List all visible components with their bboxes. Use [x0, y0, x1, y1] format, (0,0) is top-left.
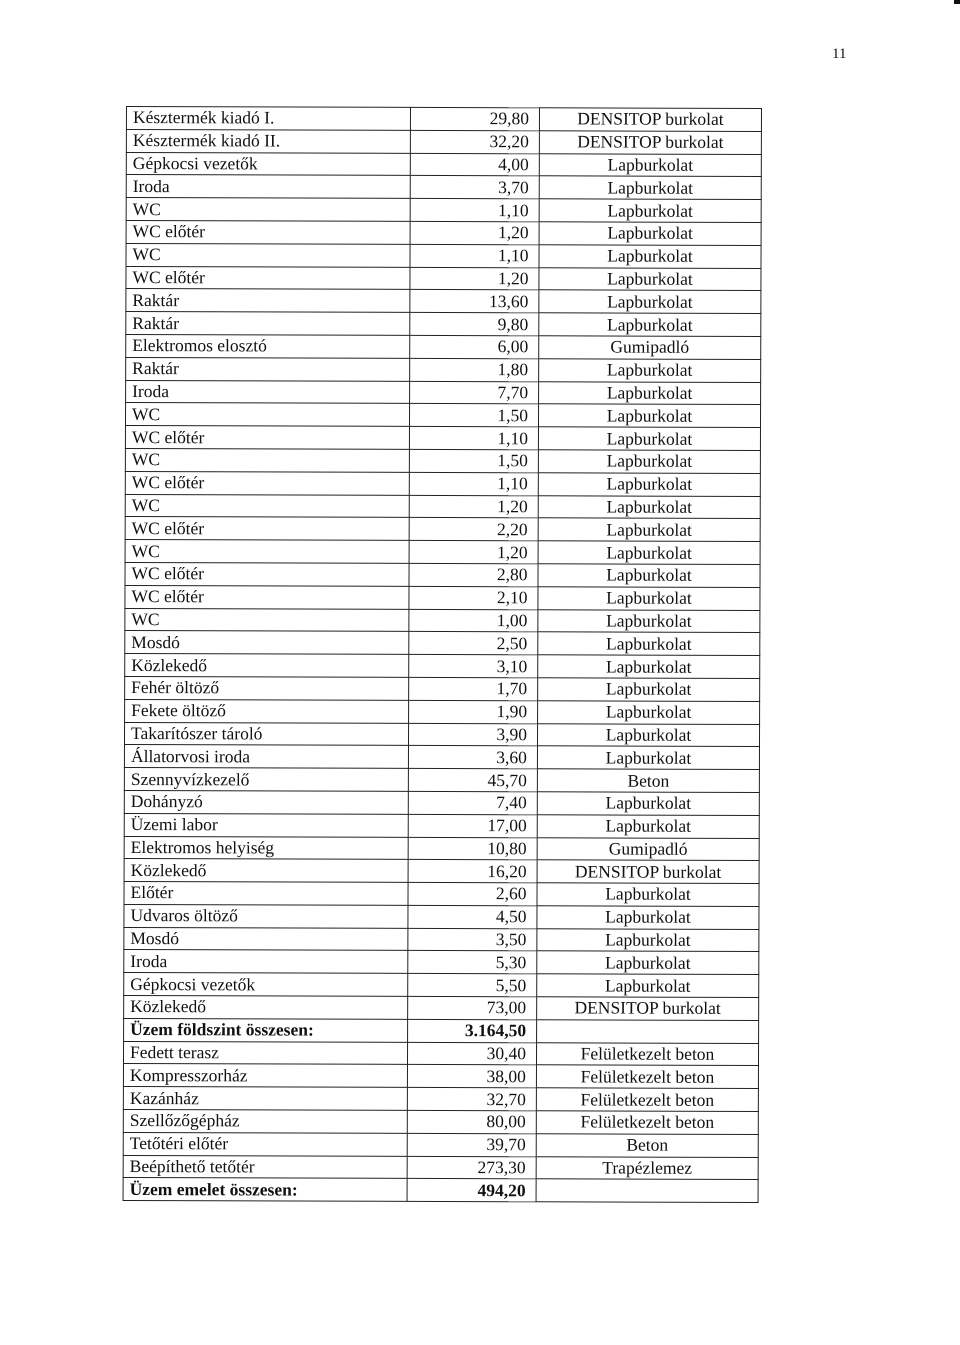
- area-cell: 16,20: [408, 860, 537, 883]
- area-cell: 6,00: [410, 335, 539, 358]
- table-row: [124, 813, 759, 838]
- table-row: [126, 289, 761, 314]
- floor-covering-cell: Felületkezelt beton: [536, 1042, 758, 1065]
- floor-covering-cell: Lapburkolat: [539, 245, 761, 268]
- room-name-cell: Késztermék kiadó I.: [126, 107, 410, 131]
- area-cell: 10,80: [408, 837, 537, 860]
- room-name-cell: Gépkocsi vezetők: [124, 973, 408, 997]
- table-row: [126, 357, 761, 382]
- area-cell: 1,10: [409, 472, 538, 495]
- area-cell: 39,70: [407, 1133, 536, 1156]
- room-name-cell: Elektromos helyiség: [124, 836, 408, 860]
- room-name-cell: Beépíthető tetőtér: [123, 1155, 407, 1179]
- floor-covering-cell: Lapburkolat: [539, 199, 761, 222]
- room-name-cell: Tetőtéri előtér: [123, 1132, 407, 1156]
- table-row: [123, 1064, 758, 1089]
- area-cell: 7,40: [408, 791, 537, 814]
- room-name-cell: WC előtér: [126, 220, 410, 244]
- floor-covering-cell: Lapburkolat: [537, 746, 759, 769]
- table-row: [124, 996, 759, 1021]
- area-cell: 494,20: [407, 1179, 536, 1202]
- table-row: [125, 494, 760, 519]
- room-name-cell: Kazánház: [123, 1087, 407, 1111]
- table-row: [123, 1110, 758, 1135]
- room-name-cell: WC: [125, 540, 409, 564]
- table-row: [123, 1155, 758, 1180]
- area-cell: 1,10: [410, 199, 539, 222]
- floor-covering-cell: Lapburkolat: [537, 814, 759, 837]
- area-cell: 32,70: [407, 1088, 536, 1111]
- room-name-cell: WC: [125, 448, 409, 472]
- area-cell: 2,20: [409, 518, 538, 541]
- area-cell: 30,40: [407, 1042, 536, 1065]
- room-name-cell: Dohányzó: [124, 790, 408, 814]
- table-row: [126, 334, 761, 359]
- room-name-cell: Üzemi labor: [124, 813, 408, 837]
- floor-covering-cell: Lapburkolat: [538, 678, 760, 701]
- area-cell: 1,20: [410, 221, 539, 244]
- room-name-cell: Állatorvosi iroda: [124, 745, 408, 769]
- floor-covering-cell: Trapézlemez: [536, 1156, 758, 1179]
- table-row: [124, 973, 759, 998]
- table-row: [125, 471, 760, 496]
- floor-covering-cell: Lapburkolat: [537, 951, 759, 974]
- table-row: [125, 608, 760, 633]
- floor-covering-cell: Lapburkolat: [538, 587, 760, 610]
- table-row: [124, 790, 759, 815]
- floor-covering-cell: Lapburkolat: [537, 928, 759, 951]
- room-name-cell: Üzem földszint összesen:: [124, 1018, 408, 1042]
- floor-covering-cell: Lapburkolat: [537, 906, 759, 929]
- room-name-cell: WC előtér: [125, 562, 409, 586]
- area-cell: 3,10: [409, 655, 538, 678]
- room-name-cell: Elektromos elosztó: [126, 334, 410, 358]
- area-cell: 1,70: [409, 677, 538, 700]
- area-cell: 1,50: [409, 449, 538, 472]
- floor-covering-cell: Lapburkolat: [538, 655, 760, 678]
- room-name-cell: WC: [125, 494, 409, 518]
- area-cell: 5,50: [408, 974, 537, 997]
- room-name-cell: WC előtér: [125, 585, 409, 609]
- table-row: [124, 904, 759, 929]
- area-cell: 3,90: [408, 723, 537, 746]
- table-row: [123, 1041, 758, 1066]
- table-row: [124, 836, 759, 861]
- room-name-cell: Iroda: [126, 380, 410, 404]
- room-name-cell: WC előtér: [125, 517, 409, 541]
- area-cell: 3.164,50: [408, 1019, 537, 1042]
- floor-covering-cell: Lapburkolat: [537, 723, 759, 746]
- area-cell: 32,20: [410, 130, 539, 153]
- room-name-cell: WC előtér: [125, 426, 409, 450]
- area-cell: 2,10: [409, 586, 538, 609]
- area-cell: 1,90: [409, 700, 538, 723]
- table-row: [124, 745, 759, 770]
- table-row: [125, 540, 760, 565]
- room-name-cell: WC: [126, 198, 410, 222]
- room-name-cell: Késztermék kiadó II.: [126, 129, 410, 153]
- table-row: [126, 152, 761, 177]
- area-cell: 9,80: [410, 313, 539, 336]
- area-cell: 2,60: [408, 882, 537, 905]
- floor-covering-cell: [537, 1020, 759, 1043]
- room-name-cell: Szellőzőgépház: [123, 1110, 407, 1134]
- table-row: [124, 722, 759, 747]
- table-row: [126, 312, 761, 337]
- table-row: [125, 654, 760, 679]
- area-cell: 38,00: [407, 1065, 536, 1088]
- table-row: [125, 631, 760, 656]
- area-cell: 3,60: [408, 746, 537, 769]
- room-name-cell: WC: [126, 243, 410, 267]
- table-row: [123, 1087, 758, 1112]
- table-row: [125, 448, 760, 473]
- floor-covering-cell: Lapburkolat: [538, 473, 760, 496]
- floor-covering-cell: Lapburkolat: [539, 222, 761, 245]
- area-cell: 1,50: [409, 404, 538, 427]
- floor-covering-cell: DENSITOP burkolat: [539, 131, 761, 154]
- floor-covering-cell: Lapburkolat: [538, 495, 760, 518]
- floor-covering-cell: Felületkezelt beton: [536, 1088, 758, 1111]
- room-name-cell: Udvaros öltöző: [124, 904, 408, 928]
- area-cell: 1,20: [409, 541, 538, 564]
- area-cell: 4,00: [410, 153, 539, 176]
- floor-covering-cell: Lapburkolat: [538, 450, 760, 473]
- floor-covering-cell: Lapburkolat: [538, 404, 760, 427]
- table-row: [123, 1132, 758, 1157]
- area-cell: 80,00: [407, 1110, 536, 1133]
- room-name-cell: Raktár: [126, 312, 410, 336]
- floor-covering-cell: [536, 1179, 758, 1202]
- floor-covering-cell: DENSITOP burkolat: [539, 108, 761, 131]
- area-cell: 1,20: [409, 495, 538, 518]
- room-name-cell: Előtér: [124, 882, 408, 906]
- table-row: [125, 426, 760, 451]
- floor-covering-cell: Lapburkolat: [538, 541, 760, 564]
- room-name-cell: Mosdó: [124, 927, 408, 951]
- room-area-table: [123, 106, 762, 1203]
- table-row: [125, 403, 760, 428]
- floor-covering-cell: Lapburkolat: [539, 313, 761, 336]
- floor-covering-cell: Lapburkolat: [538, 564, 760, 587]
- table-row: [126, 220, 761, 245]
- room-name-cell: WC előtér: [125, 471, 409, 495]
- table-row: [125, 676, 760, 701]
- room-name-cell: WC előtér: [126, 266, 410, 290]
- room-name-cell: Iroda: [124, 950, 408, 974]
- area-cell: 3,70: [410, 176, 539, 199]
- floor-covering-cell: Gumipadló: [539, 336, 761, 359]
- floor-covering-cell: Lapburkolat: [537, 792, 759, 815]
- table-row: [125, 562, 760, 587]
- room-name-cell: Raktár: [126, 289, 410, 313]
- table-row: [125, 699, 760, 724]
- table-row: [124, 927, 759, 952]
- room-name-cell: Gépkocsi vezetők: [126, 152, 410, 176]
- room-name-cell: Iroda: [126, 175, 410, 199]
- table-row: [125, 517, 760, 542]
- area-cell: 1,20: [410, 267, 539, 290]
- page-number: 11: [832, 46, 847, 62]
- floor-covering-cell: DENSITOP burkolat: [537, 860, 759, 883]
- table-total-row: [123, 1178, 758, 1203]
- area-cell: 7,70: [410, 381, 539, 404]
- table-row: [124, 882, 759, 907]
- floor-covering-cell: Lapburkolat: [538, 427, 760, 450]
- table-total-row: [124, 1018, 759, 1043]
- room-name-cell: WC: [125, 608, 409, 632]
- room-name-cell: Szennyvízkezelő: [124, 768, 408, 792]
- room-name-cell: Közlekedő: [124, 996, 408, 1020]
- room-name-cell: Kompresszorház: [123, 1064, 407, 1088]
- floor-covering-cell: Lapburkolat: [538, 609, 760, 632]
- table-row: [124, 859, 759, 884]
- floor-covering-cell: Lapburkolat: [539, 359, 761, 382]
- table-row: [126, 175, 761, 200]
- table-row: [124, 950, 759, 975]
- floor-covering-cell: Lapburkolat: [539, 381, 761, 404]
- room-name-cell: Fedett terasz: [123, 1041, 407, 1065]
- area-cell: 45,70: [408, 768, 537, 791]
- table-row: [126, 266, 761, 291]
- table-row: [126, 380, 761, 405]
- area-cell: 3,50: [408, 928, 537, 951]
- area-cell: 4,50: [408, 905, 537, 928]
- floor-covering-cell: Lapburkolat: [538, 632, 760, 655]
- room-name-cell: Közlekedő: [125, 654, 409, 678]
- floor-covering-cell: Felületkezelt beton: [536, 1111, 758, 1134]
- room-name-cell: Mosdó: [125, 631, 409, 655]
- table-row: [126, 198, 761, 223]
- floor-covering-cell: Lapburkolat: [537, 883, 759, 906]
- area-cell: 2,50: [409, 632, 538, 655]
- room-name-cell: Raktár: [126, 357, 410, 381]
- area-cell: 5,30: [408, 951, 537, 974]
- floor-covering-cell: Beton: [537, 769, 759, 792]
- floor-covering-cell: Lapburkolat: [538, 701, 760, 724]
- table-row: [126, 107, 761, 132]
- table-row: [126, 243, 761, 268]
- floor-covering-cell: Lapburkolat: [538, 518, 760, 541]
- area-cell: 1,10: [410, 244, 539, 267]
- area-cell: 13,60: [410, 290, 539, 313]
- floor-covering-cell: Lapburkolat: [539, 267, 761, 290]
- area-cell: 1,00: [409, 609, 538, 632]
- area-cell: 1,80: [410, 358, 539, 381]
- floor-covering-cell: Lapburkolat: [537, 974, 759, 997]
- floor-covering-cell: Gumipadló: [537, 837, 759, 860]
- area-cell: 2,80: [409, 563, 538, 586]
- room-name-cell: Fehér öltöző: [125, 676, 409, 700]
- floor-covering-cell: Lapburkolat: [539, 176, 761, 199]
- table-row: [124, 768, 759, 793]
- room-name-cell: Takarítószer tároló: [124, 722, 408, 746]
- area-cell: 17,00: [408, 814, 537, 837]
- floor-covering-cell: Beton: [536, 1134, 758, 1157]
- table-row: [126, 129, 761, 154]
- scan-edge-mark: [954, 0, 960, 4]
- area-cell: 1,10: [409, 427, 538, 450]
- room-name-cell: Üzem emelet összesen:: [123, 1178, 407, 1202]
- floor-covering-cell: Felületkezelt beton: [536, 1065, 758, 1088]
- floor-covering-cell: DENSITOP burkolat: [537, 997, 759, 1020]
- room-name-cell: Fekete öltöző: [125, 699, 409, 723]
- room-table-body: [123, 107, 761, 1203]
- floor-covering-cell: Lapburkolat: [539, 153, 761, 176]
- table-row: [125, 585, 760, 610]
- area-cell: 29,80: [410, 107, 539, 130]
- area-cell: 73,00: [408, 996, 537, 1019]
- room-name-cell: Közlekedő: [124, 859, 408, 883]
- area-cell: 273,30: [407, 1156, 536, 1179]
- room-name-cell: WC: [125, 403, 409, 427]
- floor-covering-cell: Lapburkolat: [539, 290, 761, 313]
